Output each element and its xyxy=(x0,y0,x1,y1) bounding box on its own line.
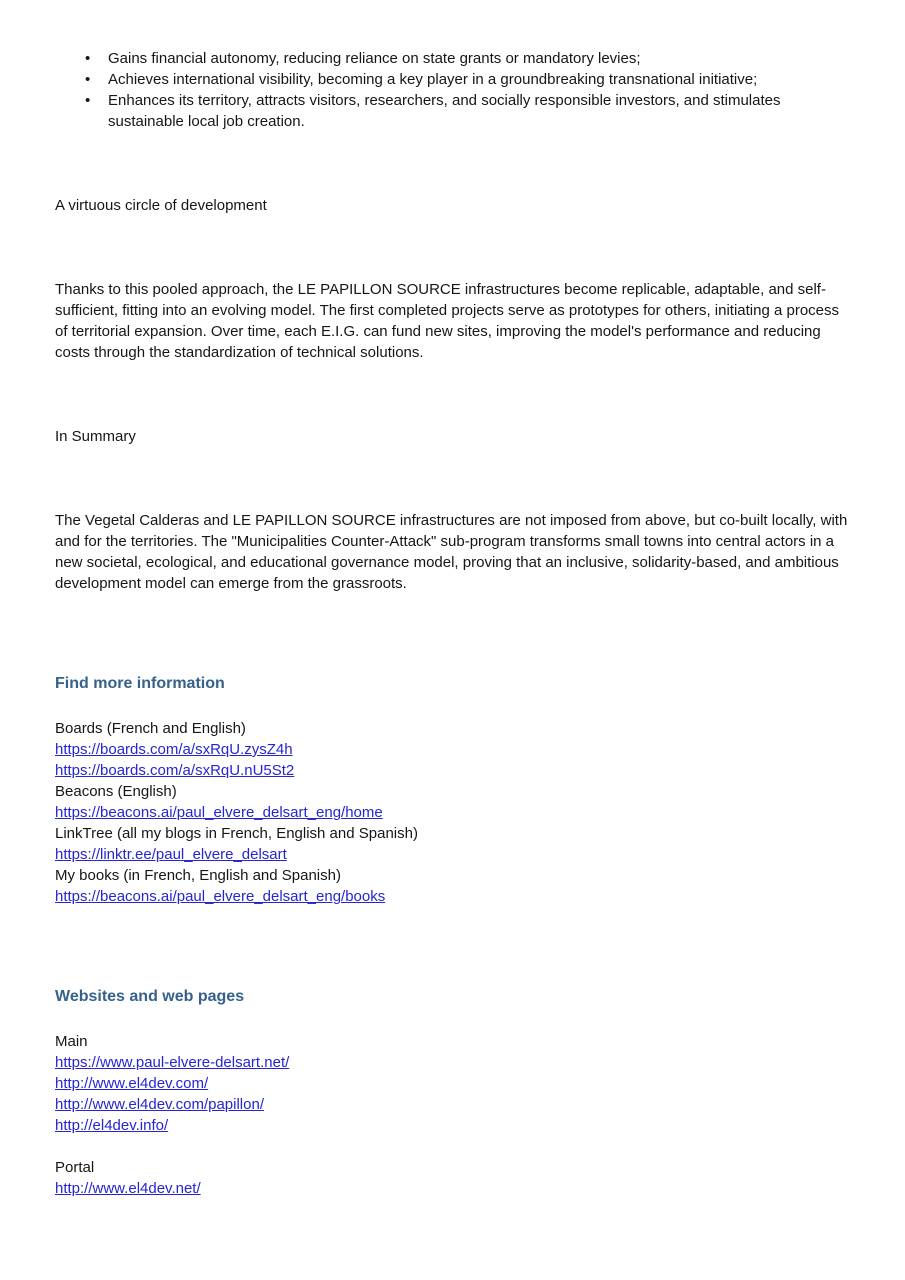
bullet-item-financial-autonomy: • Gains financial autonomy, reducing reliance on state grants or mandatory levies; xyxy=(108,48,850,69)
boards-link-2[interactable]: https://boards.com/a/sxRqU.nU5St2 xyxy=(55,762,295,779)
portal-websites-block xyxy=(55,1157,850,1199)
summary-paragraph: The Vegetal Calderas and LE PAPILLON SOURCE infrastructures are not imposed from above, but co-built locally, with and for the territories. The "Municipalities Counter-Attack" sub-program transforms small towns into central actors in a new societal, ecological, and educational governance model, proving that an inclusive, solidarity-based, and ambitious development model can emerge from the grassroots. xyxy=(55,512,848,592)
my-books-label: My books (in French, English and Spanish) xyxy=(55,867,341,884)
linktree-link[interactable]: https://linktr.ee/paul_elvere_delsart xyxy=(55,846,287,863)
in-summary-title: In Summary xyxy=(55,428,136,445)
el4dev-info-link[interactable]: http://el4dev.info/ xyxy=(55,1117,169,1134)
portal-label: Portal xyxy=(55,1159,95,1176)
pooled-approach-paragraph: Thanks to this pooled approach, the LE PAPILLON SOURCE infrastructures become replicable, adaptable, and self-sufficient, fitting into an evolving model. The first completed projects serve as prototypes for others, initiating a process of territorial expansion. Over time, each E.I.G. can fund new sites, improving the model's performance and reducing costs through the standardization of technical solutions. xyxy=(55,281,840,361)
paul-elvere-delsart-net-link[interactable]: https://www.paul-elvere-delsart.net/ xyxy=(55,1054,290,1071)
boards-link-1[interactable]: https://boards.com/a/sxRqU.zysZ4h xyxy=(55,741,293,758)
find-more-links-block xyxy=(55,718,850,907)
virtuous-circle-title: A virtuous circle of development xyxy=(55,197,267,214)
boards-label: Boards (French and English) xyxy=(55,720,246,737)
find-more-information-heading: Find more information xyxy=(55,675,225,692)
beacons-label: Beacons (English) xyxy=(55,783,177,800)
linktree-label: LinkTree (all my blogs in French, English and Spanish) xyxy=(55,825,418,842)
beacons-home-link[interactable]: https://beacons.ai/paul_elvere_delsart_eng/home xyxy=(55,804,383,821)
main-websites-block xyxy=(55,1031,850,1136)
bullet-item-international-visibility: • Achieves international visibility, becoming a key player in a groundbreaking transnational initiative; xyxy=(108,69,850,90)
beacons-books-link[interactable]: https://beacons.ai/paul_elvere_delsart_eng/books xyxy=(55,888,386,905)
el4dev-net-link[interactable]: http://www.el4dev.net/ xyxy=(55,1180,201,1197)
el4dev-papillon-link[interactable]: http://www.el4dev.com/papillon/ xyxy=(55,1096,264,1113)
websites-heading: Websites and web pages xyxy=(55,988,245,1005)
benefits-bullet-list xyxy=(55,48,850,132)
el4dev-com-link[interactable]: http://www.el4dev.com/ xyxy=(55,1075,209,1092)
main-label: Main xyxy=(55,1033,88,1050)
bullet-item-territory-enhancement: • Enhances its territory, attracts visitors, researchers, and socially responsible investors, and stimulates sustainable local job creation. xyxy=(108,90,850,132)
